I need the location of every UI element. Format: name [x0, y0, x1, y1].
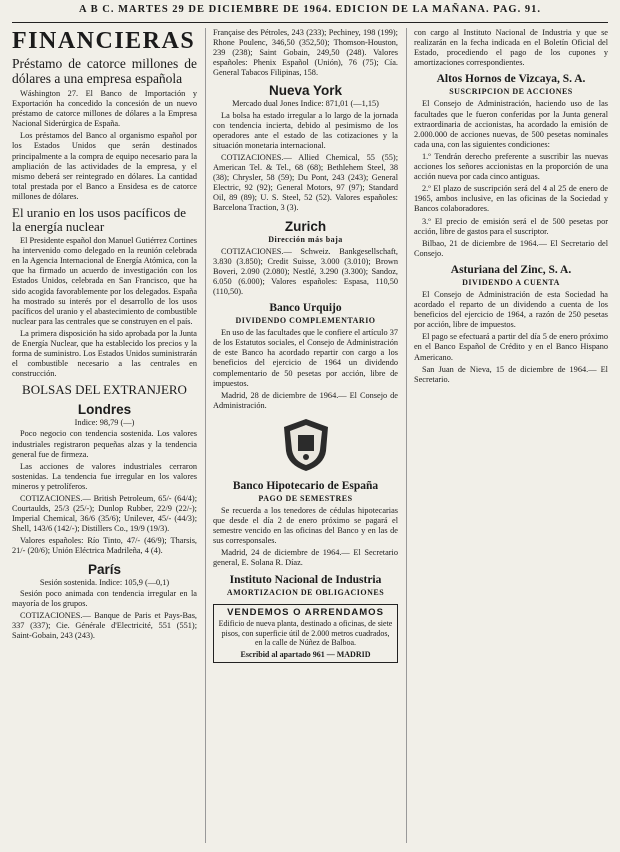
- paragraph: COTIZACIONES.— Allied Chemical, 55 (55); American Tel. & Tel., 68 (68); Bethlehem Steel, 38 (38); Chrysler, 58 (59); Du Pont, 243 (243); General Electric, 92 (92); General Motors, 97 (97); Standard Oil, 89 (89); U. S. Steel, 52 (52). Valores españoles: Barcelona Traction, 3 (3).: [213, 152, 398, 213]
- paragraph: El Presidente español don Manuel Gutiérrez Cortines ha intervenido como delegado en la reunión celebrada en la Agencia Internacional de Energía Atómica, con la que ha firmado un acuerdo de investigación con los Estados Unidos, celebrada en San Francisco, que ha sido acogida favorablemente por los delegados. España ha mostrado su interés por el desarrollo de los usos pacíficos del uranio y el abastecimiento de combustible nuclear para las centrales que se construyen en el país.: [12, 236, 197, 326]
- subhead: AMORTIZACION DE OBLIGACIONES: [226, 587, 385, 597]
- paragraph: El Consejo de Administración, haciendo uso de las facultades que le fueron conferidas por la Junta general extraordinaria de accionistas, ha acordado la emisión de 2.000.000 de acciones nuevas, de 500 pesetas nominales cada una, con las siguientes condiciones:: [414, 99, 608, 149]
- paragraph: COTIZACIONES.— Banque de Paris et Pays-Bas, 337 (337); Cie. Générale d'Electricité, 551 (551); Saint-Gobain, 243 (243).: [12, 610, 197, 641]
- paragraph: 1.º Tendrán derecho preferente a suscribir las nuevas acciones los señores accionistas en la proporción de una acción nueva por cada cinco antiguas.: [414, 151, 608, 182]
- coat-of-arms-icon: [276, 415, 336, 475]
- paragraph: Se recuerda a los tenedores de cédulas hipotecarias que desde el día 2 de enero próximo se pagará el semestre vencido en las oficinas del Banco y en las de sus corresponsales.: [213, 506, 398, 546]
- paragraph: 2.º El plazo de suscripción será del 4 al 25 de enero de 1965, ambos inclusive, en las oficinas de la Sociedad y Bancos colaboradores.: [414, 184, 608, 214]
- ad-contact: Escribid al apartado 961 — MADRID: [240, 649, 371, 659]
- paragraph: La bolsa ha estado irregular a lo largo de la jornada con tendencia incierta, debido al pesimismo de los operadores ante el estado de las cotizaciones y la situación monetaria internacional.: [213, 110, 398, 150]
- column-2: [213, 28, 398, 843]
- column-divider: [406, 28, 407, 843]
- subhead: DIVIDENDO A CUENTA: [462, 277, 560, 287]
- paragraph: Madrid, 28 de diciembre de 1964.— El Consejo de Administración.: [213, 390, 398, 410]
- article-title: Préstamo de catorce millones de dólares a una empresa española: [12, 56, 197, 86]
- paragraph: El Consejo de Administración de esta Sociedad ha acordado el reparto de un dividendo a cuenta de los beneficios del ejercicio de 1964, a razón de 250 pesetas por acción, libre de impuestos.: [414, 289, 608, 330]
- paragraph: COTIZACIONES.— Schweiz. Bankgesellschaft, 3.830 (3.850); Credit Suisse, 3.000 (3.010); Brown Boveri, 2.090 (2.080); Nestlé, 3.290 (3.300); Sandoz, 6.050 (6.000); Valores españoles: Espasa, 110,50 (110,50).: [213, 246, 398, 296]
- paragraph: Bilbao, 21 de diciembre de 1964.— El Secretario del Consejo.: [414, 238, 608, 258]
- article-title: El uranio en los usos pacíficos de la energía nuclear: [12, 205, 187, 235]
- company-title: Banco Hipotecario de España: [232, 479, 379, 492]
- subhead: PAGO DE SEMESTRES: [258, 493, 353, 503]
- market-title-paris: París: [87, 561, 122, 577]
- paragraph: con cargo al Instituto Nacional de Industria y que se realizarán en la fecha indicada en el Boletín Oficial del Estado, procediendo el pago de los cupones y amortizaciones correspondientes.: [414, 28, 608, 68]
- paragraph: San Juan de Nieva, 15 de diciembre de 1964.— El Secretario.: [414, 364, 608, 384]
- market-index: Indice: 98,79 (—): [74, 418, 135, 428]
- subhead: DIVIDENDO COMPLEMENTARIO: [235, 316, 376, 326]
- page-header: A B C. MARTES 29 DE DICIEMBRE DE 1964. EDICION DE LA MAÑANA. PAG. 91.: [79, 4, 541, 15]
- company-title: Banco Urquijo: [269, 302, 342, 315]
- paragraph: Poco negocio con tendencia sostenida. Los valores industriales registraron pequeñas alzas y la tendencia general fue de firmeza.: [12, 429, 197, 459]
- market-title-zurich: Zurich: [284, 218, 327, 234]
- ad-title: VENDEMOS O ARRENDAMOS: [227, 606, 384, 618]
- bolsas-title: BOLSAS DEL EXTRANJERO: [22, 382, 187, 398]
- market-index: Sesión sostenida. Indice: 105,9 (—0,1): [39, 577, 170, 587]
- paragraph: 3.º El precio de emisión será el de 500 pesetas por acción, libre de gastos para el suscriptor.: [414, 216, 608, 236]
- paragraph: Wáshington 27. El Banco de Importación y Exportación ha concedido la concesión de un nuevo préstamo de catorce millones de dólares a la Empresa Nacional Siderúrgica de España.: [12, 89, 197, 129]
- market-title-londres: Londres: [77, 402, 132, 418]
- paragraph: Valores españoles: Río Tinto, 47/- (46/9); Tharsis, 21/- (20/6); Unión Eléctrica Madrileña, 4 (4).: [12, 536, 197, 556]
- column-1: [12, 28, 197, 843]
- column-divider: [205, 28, 206, 843]
- paragraph: Sesión poco animada con tendencia irregular en la mayoría de los grupos.: [12, 588, 197, 608]
- header-rule: [12, 22, 608, 23]
- paragraph: El pago se efectuará a partir del día 5 de enero próximo en el Banco Español de Crédito y en el Banco Hispano Americano.: [414, 332, 608, 362]
- subhead: Dirección más baja: [268, 234, 343, 244]
- column-3: [414, 28, 608, 843]
- paragraph: Française des Pétroles, 243 (233); Pechiney, 198 (199); Rhone Poulenc, 346,50 (352,50); Thomson-Houston, 239 (238); Saint Gobain, 249,50 (248). Valores españoles: Phenix Español (Unión), 76 (75); Cía. General Tabacos Filipinas, 158.: [213, 28, 398, 78]
- company-title: Instituto Nacional de Industria: [229, 573, 382, 586]
- market-index: Mercado dual Jones Indice: 871,01 (—1,15): [232, 99, 379, 109]
- subhead: SUSCRIPCION DE ACCIONES: [449, 87, 573, 97]
- paragraph: Las acciones de valores industriales cerraron sostenidas. La tendencia fue irregular en los valores mineros y petrolíferos.: [12, 461, 197, 491]
- company-title: Altos Hornos de Vizcaya, S. A.: [436, 73, 586, 86]
- classified-ad: [213, 604, 398, 664]
- paragraph: COTIZACIONES.— British Petroleum, 65/- (64/4); Courtaulds, 25/3 (25/-); Dunlop Rubber, 22/9 (22/-); Imperial Chemical, 36/6 (35/6); Unilever, 45/- (44/3); Shell, 143/6 (142/-); Distillers Co., 19/9 (19/3).: [12, 494, 197, 534]
- market-title-newyork: Nueva York: [268, 83, 343, 99]
- company-title: Asturiana del Zinc, S. A.: [450, 263, 572, 276]
- paragraph: Los préstamos del Banco al organismo español por los Estados Unidos que serán destinados principalmente a la compra de equipo necesario para la ampliación de las actividades de la empresa, y el mismo deberá ser reintegrado en dólares. La cantidad total prestada por el Banco a Ensidesa es de catorce millones de dólares.: [12, 131, 197, 201]
- section-title: FINANCIERAS: [12, 28, 196, 54]
- paragraph: La primera disposición ha sido aprobada por la Junta de Energía Nuclear, que ha establecido los precios y la forma de suministro. Los Estados Unidos suministrarán el combustible necesario a las centrales en construcción.: [12, 328, 197, 379]
- paragraph: En uso de las facultades que le confiere el artículo 37 de los Estatutos sociales, el Consejo de Administración de este Banco ha acordado repartir con cargo a los beneficios del ejercicio de 1964 un dividendo complementario de 50 pesetas por acción, libre de impuestos.: [213, 328, 398, 388]
- paragraph: Madrid, 24 de diciembre de 1964.— El Secretario general, E. Solana R. Díaz.: [213, 548, 398, 568]
- ad-text: Edificio de nueva planta, destinado a oficinas, de siete pisos, con superficie útil de 2.000 metros cuadrados, en la calle de Núñez de Balboa.: [218, 619, 393, 648]
